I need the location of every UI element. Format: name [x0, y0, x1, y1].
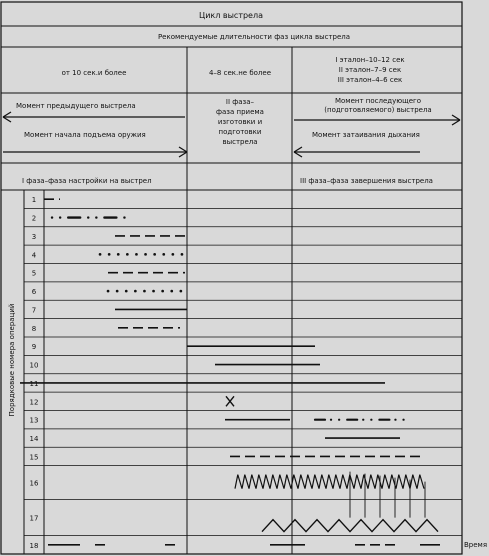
- row-number: 18: [29, 541, 39, 550]
- row-number: 17: [29, 514, 39, 523]
- y-axis-label: Порядковые номера операций: [8, 303, 16, 417]
- phase2-line-2: фаза приема: [216, 108, 264, 116]
- column-middle-duration: 4–8 сек.не более: [208, 69, 272, 77]
- column-right-standard-1: I эталон–10–12 сек: [335, 56, 405, 64]
- row-number: 10: [29, 361, 39, 370]
- row-number: 12: [29, 398, 39, 407]
- moment-raise-start: Момент начала подъема оружия: [24, 131, 146, 139]
- outer-frame: [1, 2, 462, 554]
- column-left-duration: от 10 сек.и более: [61, 69, 127, 77]
- row-number: 14: [29, 435, 39, 444]
- row-number: 9: [31, 343, 37, 352]
- row-number: 1: [31, 196, 37, 205]
- column-right-standard-3: III эталон–4–6 сек: [337, 76, 403, 84]
- column-right-standard-2: II эталон–7–9 сек: [338, 66, 402, 74]
- row-number: 11: [29, 379, 39, 388]
- operation-rows-grid: [24, 190, 462, 554]
- row-number: 16: [29, 479, 39, 488]
- phase2-line-3: изготовки и: [217, 118, 263, 126]
- moment-prev-shot: Момент предыдущего выстрела: [16, 102, 136, 110]
- operation-bars: [20, 199, 440, 545]
- diagram-title: Цикл выстрела: [198, 11, 264, 20]
- row-number: 2: [31, 214, 37, 223]
- row-number: 4: [31, 251, 37, 260]
- row-number: 15: [29, 453, 39, 462]
- row-number: 5: [31, 269, 37, 278]
- phase2-line-5: выстрела: [222, 138, 258, 146]
- operation-bar: [226, 396, 234, 406]
- x-axis-label: Время: [464, 541, 488, 549]
- row-number: 7: [31, 306, 37, 315]
- phase2-line-1: II фаза–: [225, 98, 255, 106]
- phase3-label: III фаза–фаза завершения выстрела: [300, 177, 433, 185]
- operation-bar: [235, 475, 424, 489]
- row-number: 3: [31, 232, 37, 241]
- row-number: 8: [31, 324, 37, 333]
- moment-breath-hold: Момент затаивания дыхания: [312, 131, 420, 139]
- phase1-label: I фаза–фаза настройки на выстрел: [22, 177, 152, 185]
- operation-bar: [262, 520, 438, 532]
- moment-next-shot-1: Момент последующего: [334, 97, 422, 105]
- moment-next-shot-2: (подготовляемого) выстрела: [324, 106, 432, 114]
- row-number: 13: [29, 416, 39, 425]
- phase2-line-4: подготовки: [218, 128, 262, 136]
- row-number: 6: [31, 288, 37, 297]
- diagram-subtitle: Рекомендуемые длительности фаз цикла выстрела: [157, 33, 351, 41]
